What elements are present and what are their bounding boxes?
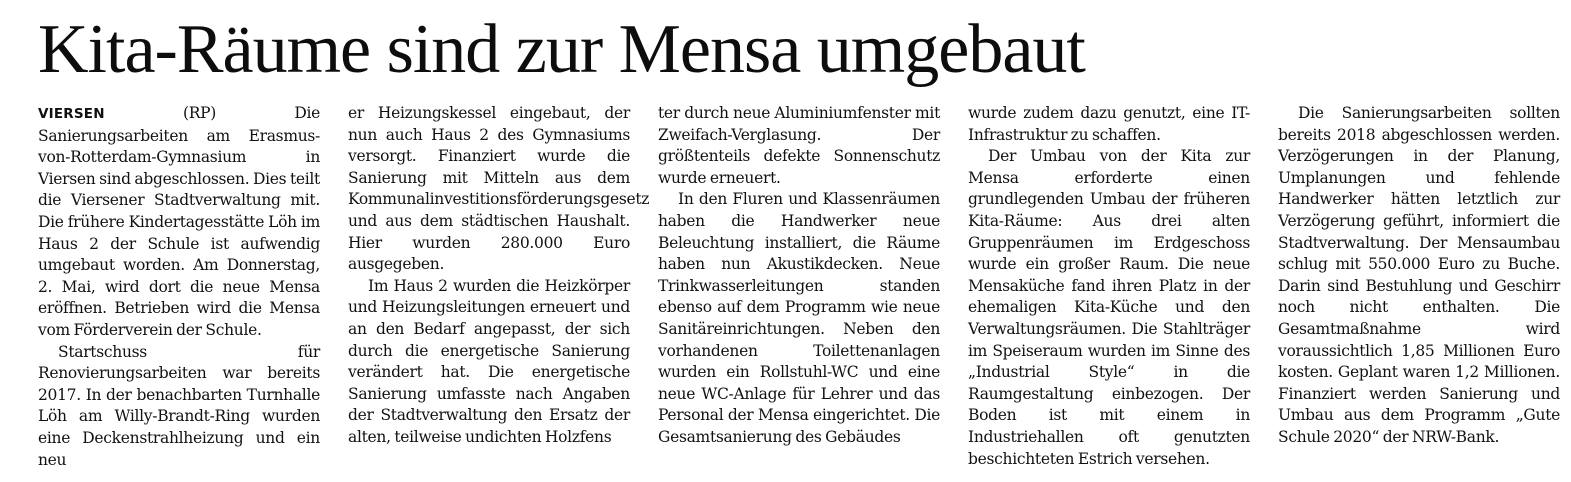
article-paragraph: wurde zudem dazu genutzt, eine IT-Infrastruktur zu schaffen.	[968, 104, 1250, 144]
article-paragraph	[38, 103, 320, 342]
article-column-5	[1278, 103, 1560, 449]
article-paragraph: Im Haus 2 wurden die Heizkörper und Heizungsleitungen erneuert und an den Bedarf angepasst, der sich durch die energetische Sanierung verändert hat. Die energetische Sanierung umfasste nach Angaben der Stadtverwaltung den Ersatz der alten, teilweise undichten Holzfens	[348, 276, 630, 446]
article-paragraph: Der Umbau von der Kita zur Mensa erforderte einen grundlegenden Umbau der früheren Kita-Räume: Aus drei alten Gruppenräumen im Erdgeschoss wurde ein großer Raum. Die neue Mensaküche fand ihren Platz in der ehemaligen Kita-Küche und den Verwaltungsräumen. Die Stahlträger im Speiseraum wurden im Sinne des „Industrial Style“ in die Raumgestaltung einbezogen. Der Boden ist mit einem in Industriehallen oft genutzten beschichteten Estrich versehen.	[968, 147, 1250, 468]
dateline: VIERSEN	[38, 106, 105, 122]
article-headline: Kita-Räume sind zur Mensa umgebaut	[38, 11, 1085, 88]
article-paragraph: Die Sanierungsarbeiten sollten bereits 2018 abgeschlossen werden. Verzögerungen in der Planung, Umplanungen und fehlende Handwerker hätten letztlich zur Verzögerung geführt, informiert die Stadtverwaltung. Der Mensaumbau schlug mit 550.000 Euro zu Buche. Darin sind Bestuhlung und Geschirr noch nicht enthalten. Die Gesamtmaßnahme wird voraussichtlich 1,85 Millionen Euro kosten. Geplant waren 1,2 Millionen. Finanziert werden Sanierung und Umbau aus dem Programm „Gute Schule 2020“ der NRW-Bank.	[1278, 104, 1560, 446]
article-paragraph: In den Fluren und Klassenräumen haben die Handwerker neue Beleuchtung installiert, die Räume haben nun Akustikdecken. Neue Trinkwasserleitungen standen ebenso auf dem Programm wie neue Sanitäreinrichtungen. Neben den vorhandenen Toilettenanlagen wurden ein Rollstuhl-WC und eine neue WC-Anlage für Lehrer und das Personal der Mensa eingerichtet. Die Gesamtsanierung des Gebäudes	[658, 190, 940, 446]
article-paragraph: Startschuss für Renovierungsarbeiten war bereits 2017. In der benachbarten Turnhalle Löh am Willy-Brandt-Ring wurden eine Deckenstrahlheizung und ein neu	[38, 342, 320, 469]
article-paragraph: ter durch neue Aluminiumfenster mit Zweifach-Verglasung. Der größtenteils defekte Sonnenschutz wurde erneuert.	[658, 104, 940, 187]
article-column-3	[658, 103, 940, 449]
article-column-2	[348, 103, 650, 449]
article-paragraph: er Heizungskessel eingebaut, der nun auch Haus 2 des Gymnasiums versorgt. Finanziert wurde die Sanierung mit Mitteln aus dem Kommunalinvestitionsförderungsgesetz und aus dem städtischen Haushalt. Hier wurden 280.000 Euro ausgegeben.	[348, 104, 650, 274]
paragraph-text: (RP) Die Sanierungsarbeiten am Erasmus-von-Rotterdam-Gymnasium in Viersen sind abgeschlossen. Dies teilt die Viersener Stadtverwaltung mit. Die frühere Kindertagesstätte Löh im Haus 2 der Schule ist aufwendig umgebaut worden. Am Donnerstag, 2. Mai, wird dort die neue Mensa eröffnen. Betrieben wird die Mensa vom Förderverein der Schule.	[38, 104, 320, 339]
article-column-1	[38, 103, 320, 471]
article-column-4	[968, 103, 1250, 470]
